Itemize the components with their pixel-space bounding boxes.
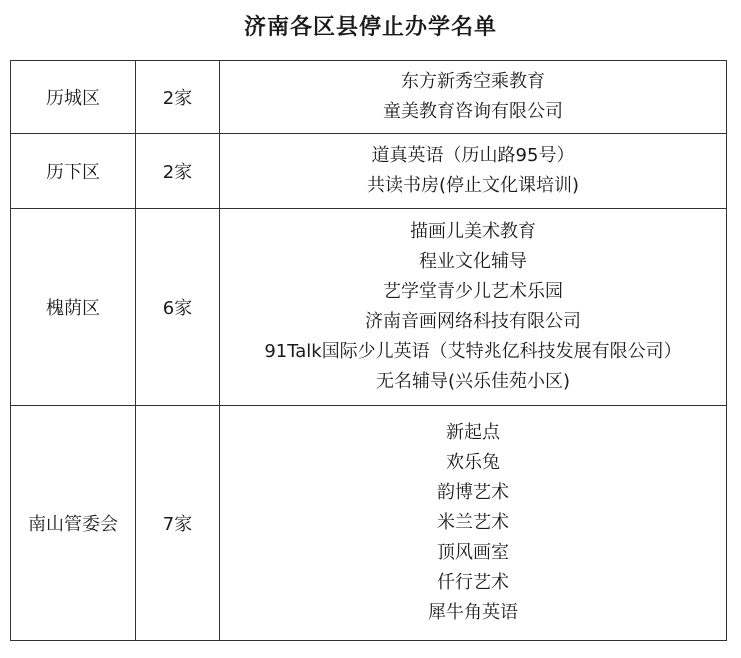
school-name: 韵博艺术 bbox=[437, 482, 509, 503]
district-cell: 历城区 bbox=[11, 61, 136, 134]
count-cell: 2家 bbox=[136, 61, 220, 134]
count-cell: 7家 bbox=[136, 406, 220, 641]
table-row bbox=[11, 134, 727, 209]
district-cell: 南山管委会 bbox=[11, 406, 136, 641]
school-name: 程业文化辅导 bbox=[419, 251, 527, 272]
school-name: 犀牛角英语 bbox=[428, 602, 518, 623]
school-name: 童美教育咨询有限公司 bbox=[383, 101, 563, 122]
table-row bbox=[11, 61, 727, 134]
count-cell: 2家 bbox=[136, 134, 220, 209]
school-name: 仟行艺术 bbox=[437, 572, 509, 593]
school-name: 91Talk国际少儿英语（艾特兆亿科技发展有限公司） bbox=[264, 341, 682, 362]
school-name: 顶风画室 bbox=[437, 542, 509, 563]
school-name: 无名辅导(兴乐佳苑小区) bbox=[375, 371, 571, 392]
school-name: 共读书房(停止文化课培训) bbox=[366, 175, 580, 196]
page-title: 济南各区县停止办学名单 bbox=[243, 15, 497, 40]
school-name: 道真英语（历山路95号） bbox=[371, 145, 575, 166]
school-name: 东方新秀空乘教育 bbox=[401, 71, 545, 92]
school-name: 描画儿美术教育 bbox=[410, 221, 536, 242]
schools-cell bbox=[220, 61, 727, 134]
school-name: 新起点 bbox=[446, 422, 500, 443]
schools-cell bbox=[220, 209, 727, 406]
school-name: 米兰艺术 bbox=[437, 512, 509, 533]
school-name: 欢乐兔 bbox=[446, 452, 500, 473]
schools-cell bbox=[220, 134, 727, 209]
closure-table bbox=[10, 60, 727, 641]
school-name: 艺学堂青少儿艺术乐园 bbox=[383, 281, 563, 302]
district-cell: 槐荫区 bbox=[11, 209, 136, 406]
schools-cell bbox=[220, 406, 727, 641]
school-name: 济南音画网络科技有限公司 bbox=[365, 311, 581, 332]
table-row bbox=[11, 209, 727, 406]
count-cell: 6家 bbox=[136, 209, 220, 406]
table-row bbox=[11, 406, 727, 641]
district-cell: 历下区 bbox=[11, 134, 136, 209]
